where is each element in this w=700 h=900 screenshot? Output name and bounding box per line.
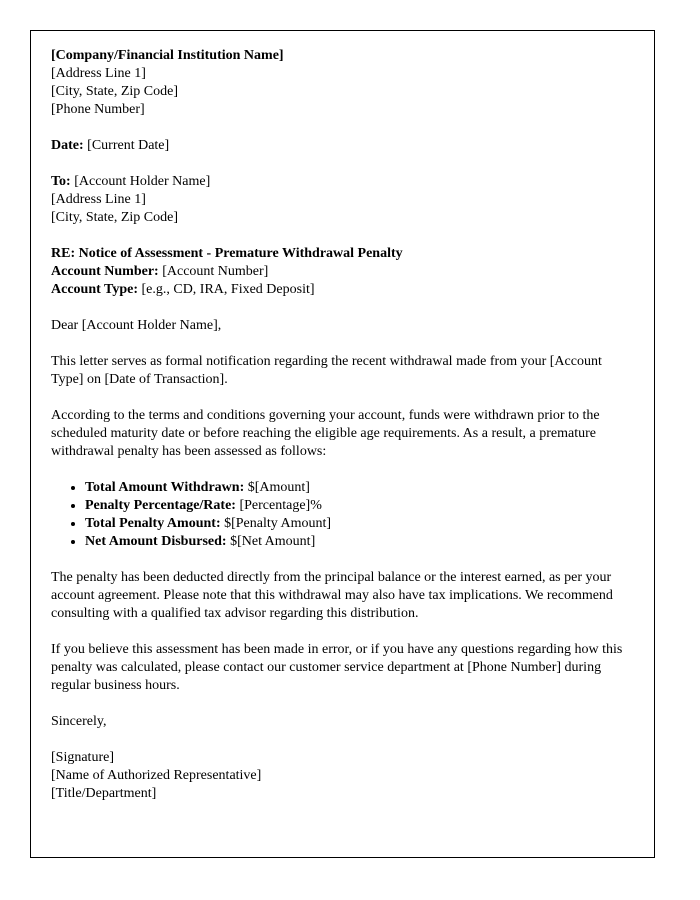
- recipient-city-state-zip: [City, State, Zip Code]: [51, 210, 179, 225]
- paragraph-terms: According to the terms and conditions governing your account, funds were withdrawn prior to the scheduled maturity date or before reaching the eligible age requirements. As a result, a premature withdrawal penalty has been assessed as follows:: [51, 408, 600, 459]
- sender-city-state-zip: [City, State, Zip Code]: [51, 84, 179, 99]
- account-type-value: [e.g., CD, IRA, Fixed Deposit]: [137, 282, 315, 297]
- bullet-label: Penalty Percentage/Rate:: [85, 498, 236, 513]
- company-name: [Company/Financial Institution Name]: [51, 48, 284, 63]
- sender-address-line1: [Address Line 1]: [51, 66, 146, 81]
- list-item: [85, 515, 634, 533]
- bullet-label: Net Amount Disbursed:: [85, 534, 227, 549]
- date-line: [51, 137, 634, 155]
- date-label: Date:: [51, 138, 84, 153]
- bullet-value: [Percentage]%: [235, 498, 322, 513]
- date-block: [51, 137, 634, 155]
- list-item: [85, 533, 634, 551]
- to-label: To:: [51, 174, 71, 189]
- account-number-label: Account Number:: [51, 264, 159, 279]
- recipient-block: [51, 173, 634, 227]
- sender-block: [51, 47, 634, 119]
- closing: Sincerely,: [51, 714, 107, 729]
- bullet-label: Total Amount Withdrawn:: [85, 480, 245, 495]
- sender-phone: [Phone Number]: [51, 102, 145, 117]
- penalty-details-list: [51, 479, 634, 551]
- re-line: RE: Notice of Assessment - Premature Withdrawal Penalty: [51, 246, 403, 261]
- account-number-value: [Account Number]: [158, 264, 269, 279]
- date-value: [Current Date]: [83, 138, 170, 153]
- salutation: Dear [Account Holder Name],: [51, 318, 222, 333]
- to-value: [Account Holder Name]: [70, 174, 211, 189]
- account-type-label: Account Type:: [51, 282, 138, 297]
- signature-placeholder: [Signature]: [51, 750, 114, 765]
- recipient-address-line1: [Address Line 1]: [51, 192, 146, 207]
- to-line: [51, 173, 634, 191]
- list-item: [85, 479, 634, 497]
- account-type-line: [51, 281, 634, 299]
- paragraph-notification: This letter serves as formal notification regarding the recent withdrawal made from your [Account Type] on [Date of Transaction].: [51, 354, 602, 387]
- bullet-value: $[Amount]: [244, 480, 310, 495]
- signature-block: [51, 749, 634, 803]
- signature-name: [Name of Authorized Representative]: [51, 768, 262, 783]
- list-item: [85, 497, 634, 515]
- bullet-value: $[Penalty Amount]: [220, 516, 332, 531]
- letter-body: [30, 30, 655, 858]
- subject-block: [51, 245, 634, 299]
- paragraph-contact: If you believe this assessment has been made in error, or if you have any questions regarding how this penalty was calculated, please contact our customer service department at [Phone Number] during regular business hours.: [51, 642, 623, 693]
- paragraph-deduction: The penalty has been deducted directly from the principal balance or the interest earned, as per your account agreement. Please note that this withdrawal may also have tax implications. We recommend consulting with a qualified tax advisor regarding this distribution.: [51, 570, 613, 621]
- bullet-value: $[Net Amount]: [226, 534, 316, 549]
- signature-title: [Title/Department]: [51, 786, 157, 801]
- bullet-label: Total Penalty Amount:: [85, 516, 221, 531]
- account-number-line: [51, 263, 634, 281]
